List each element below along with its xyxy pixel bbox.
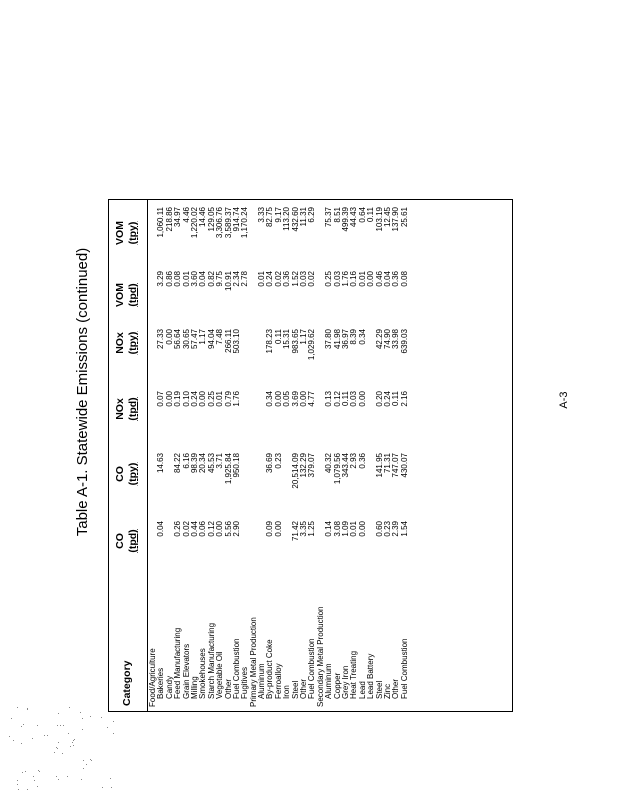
row-value: 10.91 [223,271,233,292]
speck [22,772,23,773]
row-value: 113.20 [282,207,292,231]
speck [27,708,28,709]
row-value: 75.37 [324,207,334,228]
row-value: 7.48 [215,329,225,345]
row-value: 14.63 [156,453,166,474]
row-value: 0.00 [357,391,367,407]
row-category: Food/Agriculture [148,648,157,707]
row-value: 747.07 [391,453,401,478]
row-value: 0.05 [282,391,292,407]
row-category: Ferroalloy [273,663,283,699]
row-value: 0.36 [391,271,401,287]
row-value: 137.90 [391,207,401,232]
row-value: 0.12 [206,521,216,537]
speck [67,776,68,777]
speck [58,742,59,743]
row-value: 27.33 [156,329,166,350]
row-category: Fugitives [240,666,250,699]
row-value: 0.26 [173,521,183,537]
row-value: 11.31 [299,207,309,227]
row-category: Grain Elevators [181,643,191,699]
row-value: 33.98 [391,329,401,350]
speck [83,760,84,761]
row-value: 1,060.11 [156,207,166,238]
row-value: 0.14 [324,521,334,537]
row-category: Steel [374,680,384,699]
row-category: Fuel Combustion [307,638,317,699]
row-value: 0.00 [164,329,174,345]
speck [56,747,57,748]
row-value: 0.02 [181,521,191,537]
speck [69,707,70,708]
speck [58,713,59,714]
row-category: Iron [282,685,292,699]
speck [90,759,91,760]
row-category: Copper [332,672,342,699]
speck [18,789,19,790]
table-header [109,200,148,711]
row-value: 20,514.09 [290,453,300,489]
speck [25,771,26,772]
row-value: 0.00 [215,521,225,537]
row-value: 141.95 [374,453,384,478]
row-value: 1.17 [198,329,208,345]
row-value: 40.32 [324,453,334,474]
row-value: 1.54 [399,521,409,537]
speck [32,738,33,739]
header-nox-tpd [114,379,140,439]
row-value: 3.08 [332,521,342,537]
header-label: CO [114,533,126,549]
row-category: Zinc [382,683,392,699]
header-label: VOM [114,221,126,245]
row-value: 4.77 [307,391,317,407]
row-value: 0.08 [173,271,183,287]
row-value: 1,029.62 [307,329,317,361]
speck [72,742,73,743]
row-value: 12.45 [382,207,392,228]
row-value: 178.23 [265,329,275,354]
row-value: 0.03 [349,391,359,407]
row-value: 432.60 [290,207,300,232]
speck [11,718,12,719]
row-value: 34.97 [173,207,183,228]
row-value: 45.53 [206,453,216,474]
row-value: 3.33 [257,207,267,223]
row-value: 20.34 [198,453,208,474]
row-value: 950.18 [231,453,241,478]
row-category: Lead [357,681,367,699]
speck [37,786,38,787]
row-value: 1.17 [299,329,309,345]
row-value: 0.16 [349,271,359,287]
row-value: 9.17 [273,207,283,223]
row-category: Aluminum [257,663,267,699]
row-value: 218.86 [164,207,174,232]
row-value: 3.71 [215,453,225,469]
row-value: 94.04 [206,329,216,350]
row-value: 2.90 [231,521,241,537]
speck [17,780,18,781]
row-value: 266.11 [223,329,233,353]
row-category: Candy [164,675,174,699]
speck [91,760,92,761]
row-value: 639.03 [399,329,409,354]
header-vom-tpd [114,265,140,325]
row-value: 0.10 [181,391,191,407]
row-value: 0.08 [399,271,409,287]
speck [37,725,38,726]
row-value: 0.11 [391,391,401,406]
row-value: 36.97 [340,329,350,350]
row-value: 4.46 [181,207,191,223]
row-category: Grey Iron [340,665,350,699]
speck [58,779,59,780]
header-label: NOx [114,332,126,354]
header-unit: (tpd) [127,397,139,421]
speck [82,729,83,730]
row-value: 9.75 [215,271,225,287]
row-value: 0.11 [273,329,283,344]
row-value: 1,220.02 [189,207,199,239]
speck [9,736,10,737]
row-value: 0.82 [206,271,216,287]
row-value: 71.42 [290,521,300,542]
row-value: 0.04 [198,271,208,287]
speck [47,735,48,736]
speck [82,718,83,719]
speck [107,727,108,728]
header-label: VOM [114,283,126,307]
row-value: 98.39 [189,453,199,474]
row-value: 0.01 [349,521,359,537]
speck [23,724,24,725]
row-value: 499.39 [340,207,350,232]
row-value: 0.03 [299,271,309,287]
row-value: 0.07 [156,391,166,407]
page-title: Table A-1. Statewide Emissions (continued) [74,247,91,537]
row-value: 103.19 [374,207,384,232]
row-category: Lead Battery [366,653,376,699]
row-value: 42.29 [374,329,384,350]
row-value: 0.01 [215,391,225,407]
row-category: Other [223,678,233,699]
speck [21,726,22,727]
speck [81,779,82,780]
row-value: 0.25 [206,391,216,407]
speck [13,740,14,741]
row-category: Heat Treating [349,650,359,699]
row-value: 0.86 [164,271,174,287]
speck [86,764,87,765]
row-value: 36.69 [265,453,275,474]
row-value: 0.04 [156,521,166,537]
row-category: Other [299,678,309,699]
row-value: 129.05 [206,207,216,232]
row-value: 6.29 [307,207,317,223]
row-value: 0.34 [357,329,367,345]
row-value: 3,306.76 [215,207,225,239]
row-category: Milling [189,676,199,699]
row-value: 0.23 [273,453,283,469]
row-value: 0.00 [366,271,376,287]
row-category: Fuel Combustion [231,638,241,699]
row-value: 0.00 [273,391,283,407]
row-category: Fuel Combustion [399,638,409,699]
speck [44,735,45,736]
row-value: 0.00 [198,391,208,407]
row-value: 5.56 [223,521,233,537]
row-value: 37.80 [324,329,334,350]
row-value: 0.11 [340,391,350,406]
row-value: 0.19 [173,391,183,407]
speck [17,707,18,708]
row-value: 41.98 [332,329,342,350]
row-value: 0.01 [357,271,367,287]
row-value: 0.00 [273,521,283,537]
speck [57,725,58,726]
row-value: 0.36 [357,453,367,469]
speck [33,776,34,777]
row-value: 379.07 [307,453,317,478]
row-value: 1,170.24 [240,207,250,239]
header-category [121,596,134,706]
row-value: 132.29 [299,453,309,478]
row-value: 1.52 [290,271,300,287]
speck [110,778,111,779]
row-category: Steel [290,680,300,699]
row-value: 0.20 [374,391,384,407]
speck [80,712,81,713]
row-value: 57.47 [189,329,199,350]
speck [68,733,69,734]
row-value: 0.06 [198,521,208,537]
speck [101,717,102,718]
row-value: 1,925.84 [223,453,233,485]
row-category: Aluminum [324,663,334,699]
page-number: A-3 [558,391,570,409]
speck [27,709,28,710]
speck [34,780,35,781]
table-body [149,200,409,711]
header-co-tpy [114,444,140,504]
row-value: 2.39 [391,521,401,537]
speck [73,745,74,746]
row-value: 56.64 [173,329,183,350]
speck [56,776,57,777]
row-value: 2.16 [399,391,409,407]
row-value: 0.24 [382,391,392,407]
row-value: 82.75 [265,207,275,228]
row-value: 0.23 [382,521,392,537]
row-value: 8.39 [349,329,359,345]
row-value: 8.51 [332,207,342,223]
speck [62,753,63,754]
row-value: 2.93 [349,453,359,469]
speck [60,725,61,726]
row-value: 0.44 [189,521,199,537]
row-value: 0.46 [374,271,384,287]
header-unit: (tpy) [127,331,139,355]
row-category: Bakeries [156,667,166,699]
row-value: 503.10 [231,329,241,354]
speck [102,787,103,788]
row-value: 430.07 [399,453,409,478]
row-value: 0.00 [164,391,174,407]
row-value: 30.65 [181,329,191,350]
header-label: NOx [114,398,126,420]
row-category: Starch Manufacturing [206,622,216,699]
header-label: CO [114,466,126,482]
speck [54,752,55,753]
row-value: 84.22 [173,453,183,474]
speck [39,771,40,772]
row-value: 0.12 [332,391,342,407]
row-value: 3.60 [189,271,199,287]
table-row [401,200,409,711]
row-value: 1.25 [307,521,317,537]
row-value: 0.36 [282,271,292,287]
row-value: 0.01 [181,271,191,287]
row-value: 3.35 [299,521,309,537]
speck [27,789,28,790]
row-value: 0.11 [366,207,376,222]
row-value: 983.65 [290,329,300,354]
row-value: 1,079.56 [332,453,342,485]
speck [83,768,84,769]
row-value: 0.01 [257,271,267,287]
emissions-table [108,199,513,712]
speck [38,770,39,771]
row-value: 3,589.37 [223,207,233,239]
row-category: Secondary Metal Production [315,606,325,707]
speck [113,733,114,734]
row-value: 6.16 [181,453,191,469]
row-value: 1.76 [231,391,241,407]
header-co-tpd [114,511,140,571]
speck [63,725,64,726]
row-value: 0.04 [382,271,392,287]
header-unit: (tpd) [127,283,139,307]
speck [57,748,58,749]
row-value: 74.90 [382,329,392,350]
row-category: By-product Coke [265,639,275,699]
row-value: 0.13 [324,391,334,407]
row-value: 15.31 [282,329,292,350]
header-unit: (tpy) [127,221,139,245]
speck [74,739,75,740]
row-value: 0.00 [299,391,309,407]
row-value: 0.00 [357,521,367,537]
row-value: 0.02 [273,271,283,287]
speck [111,787,112,788]
row-value: 2.78 [240,271,250,287]
row-category: Primary Metal Production [248,617,258,707]
speck [17,784,18,785]
row-value: 0.09 [265,521,275,537]
speck [21,743,22,744]
row-value: 1.09 [340,521,350,537]
row-value: 0.34 [265,391,275,407]
row-value: 343.44 [340,453,350,478]
row-value: 0.60 [374,521,384,537]
header-category-label: Category [121,660,133,706]
row-value: 3.69 [290,391,300,407]
row-category: Feed Manufacturing [173,627,183,699]
row-category: Smokehouses [198,648,208,699]
row-value: 2.34 [231,271,241,287]
row-value: 914.74 [231,207,241,232]
header-unit: (tpd) [127,529,139,553]
header-vom-tpy [114,203,140,263]
row-value: 0.64 [357,207,367,223]
row-value: 44.43 [349,207,359,228]
row-value: 0.25 [324,271,334,287]
speck [113,721,114,722]
row-value: 25.61 [399,207,409,228]
row-value: 3.29 [156,271,166,287]
row-category: Vegetable Oil [215,651,225,699]
row-value: 71.31 [382,453,392,474]
row-value: 0.03 [332,271,342,287]
row-value: 0.02 [307,271,317,287]
header-unit: (tpy) [127,462,139,486]
row-category: Other [391,678,401,699]
row-value: 1.76 [340,271,350,287]
speck [70,746,71,747]
row-value: 14.46 [198,207,208,228]
speck [90,716,91,717]
row-value: 0.79 [223,391,233,407]
row-value: 0.24 [189,391,199,407]
row-value: 0.24 [265,271,275,287]
